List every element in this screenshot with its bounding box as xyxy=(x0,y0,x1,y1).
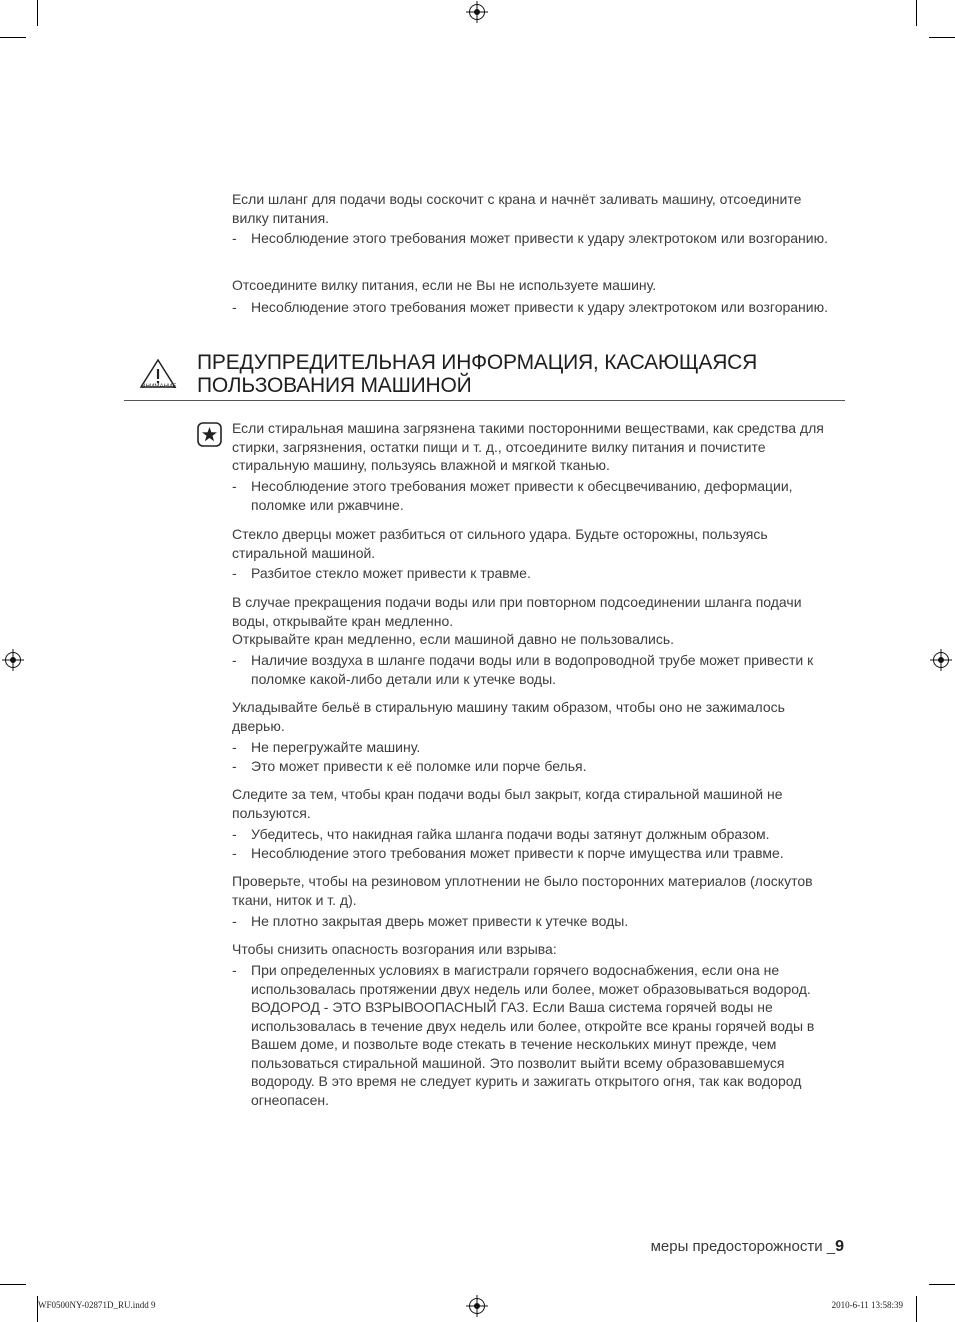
bullet-text: Несоблюдение этого требования может привести к удару электротоком или возгоранию. xyxy=(251,230,828,246)
bullet-item xyxy=(232,229,840,248)
registration-mark-icon xyxy=(469,4,485,20)
bullet-text: Убедитесь, что накидная гайка шланга подачи воды затянут должным образом. xyxy=(251,826,770,842)
crop-mark xyxy=(929,37,955,38)
paragraph: В случае прекращения подачи воды или при повторном подсоединении шланга подачи воды, открывайте кран медленно. xyxy=(232,594,802,629)
bullet-item xyxy=(232,757,840,776)
bullet-text: Наличие воздуха в шланге подачи воды или в водопроводной трубе может привести к поломке какой-либо детали или к утечке воды. xyxy=(251,652,814,687)
bullet-item xyxy=(232,738,840,757)
bullet-item xyxy=(232,825,840,844)
bullet-text: Не плотно закрытая дверь может привести к утечке воды. xyxy=(251,913,629,929)
section-heading: ПРЕДУПРЕДИТЕЛЬНАЯ ИНФОРМАЦИЯ, КАСАЮЩАЯСЯ ПОЛЬЗОВАНИЯ МАШИНОЙ xyxy=(197,351,758,397)
print-slug-file: WF0500NY-02871D_RU.indd 9 xyxy=(38,1300,156,1310)
bullet-text: Несоблюдение этого требования может привести к порче имущества или травме. xyxy=(251,845,784,861)
bullet-text: Несоблюдение этого требования может привести к обесцвечиванию, деформации, поломке или ржавчине. xyxy=(251,478,793,513)
registration-mark-icon xyxy=(933,652,949,668)
crop-mark xyxy=(0,1284,26,1285)
crop-mark xyxy=(0,37,26,38)
bullet-text: Несоблюдение этого требования может привести к удару электротоком или возгоранию. xyxy=(251,299,828,315)
paragraph: Если стиральная машина загрязнена такими посторонними веществами, как средства для стирки, загрязнения, остатки пищи и т. д., отсоедините вилку питания и почистите стиральную машину, пользуясь влажной и мягкой тканью. xyxy=(232,420,824,473)
bullet-dash: - xyxy=(232,913,237,929)
paragraph: Чтобы снизить опасность возгорания или взрыва: xyxy=(232,941,557,957)
bullet-dash: - xyxy=(232,478,237,494)
crop-mark xyxy=(916,0,917,26)
crop-mark xyxy=(916,1296,917,1322)
bullet-item xyxy=(232,844,840,863)
bullet-dash: - xyxy=(232,565,237,581)
bullet-item xyxy=(232,961,840,1109)
crop-mark xyxy=(37,0,38,26)
warning-label: ВНИМАНИЕ xyxy=(141,384,177,390)
bullet-item xyxy=(232,651,840,688)
bullet-item xyxy=(232,912,840,931)
bullet-item xyxy=(232,298,840,317)
bullet-text: Разбитое стекло может привести к травме. xyxy=(251,565,531,581)
paragraph: Следите за тем, чтобы кран подачи воды был закрыт, когда стиральной машиной не пользуются. xyxy=(232,786,783,821)
bullet-dash: - xyxy=(232,845,237,861)
paragraph: Проверьте, чтобы на резиновом уплотнении не было посторонних материалов (лоскутов ткани, ниток и т. д). xyxy=(232,873,813,908)
bullet-dash: - xyxy=(232,739,237,755)
paragraph: Укладывайте бельё в стиральную машину таким образом, чтобы оно не зажималось дверью. xyxy=(232,699,785,734)
registration-mark-icon xyxy=(5,652,21,668)
paragraph: Если шланг для подачи воды соскочит с крана и начнёт заливать машину, отсоедините вилку питания. xyxy=(232,191,802,226)
paragraph: Отсоедините вилку питания, если не Вы не используете машину. xyxy=(232,277,657,293)
bullet-text: Это может привести к её поломке или порче белья. xyxy=(251,758,587,774)
bullet-item xyxy=(232,564,840,583)
footer-section-title: меры предосторожности _ xyxy=(650,1238,836,1255)
bullet-dash: - xyxy=(232,299,237,315)
star-note-icon xyxy=(197,422,222,447)
page-number: 9 xyxy=(835,1238,844,1255)
bullet-dash: - xyxy=(232,962,237,978)
print-slug-date: 2010-6-11 13:58:39 xyxy=(831,1300,903,1310)
bullet-dash: - xyxy=(232,652,237,668)
crop-mark xyxy=(929,1284,955,1285)
registration-mark-icon xyxy=(469,1298,485,1314)
paragraph: Стекло дверцы может разбиться от сильного удара. Будьте осторожны, пользуясь стиральной машиной. xyxy=(232,526,768,561)
bullet-text: Не перегружайте машину. xyxy=(251,739,421,755)
bullet-text: При определенных условиях в магистрали горячего водоснабжения, если она не использовалась протяжении двух недель или более, может образовываться водород. ВОДОРОД - ЭТО ВЗРЫВООПАСНЫЙ ГАЗ. Если Ваша система горячей воды не использовалась в течение двух недель или более, откройте все краны горячей воды в Вашем доме, и позвольте воде стекать в течение нескольких минут прежде, чем пользоваться стиральной машиной. Это позволит выйти всему образовавшемуся водороду. В это время не следует курить и зажигать открытого огня, так как водород огнеопасен. xyxy=(251,962,815,1108)
bullet-dash: - xyxy=(232,758,237,774)
page-footer xyxy=(651,1238,844,1256)
bullet-item xyxy=(232,477,840,514)
paragraph: Открывайте кран медленно, если машиной давно не пользовались. xyxy=(232,631,675,647)
bullet-dash: - xyxy=(232,826,237,842)
heading-divider xyxy=(124,400,845,401)
bullet-dash: - xyxy=(232,230,237,246)
